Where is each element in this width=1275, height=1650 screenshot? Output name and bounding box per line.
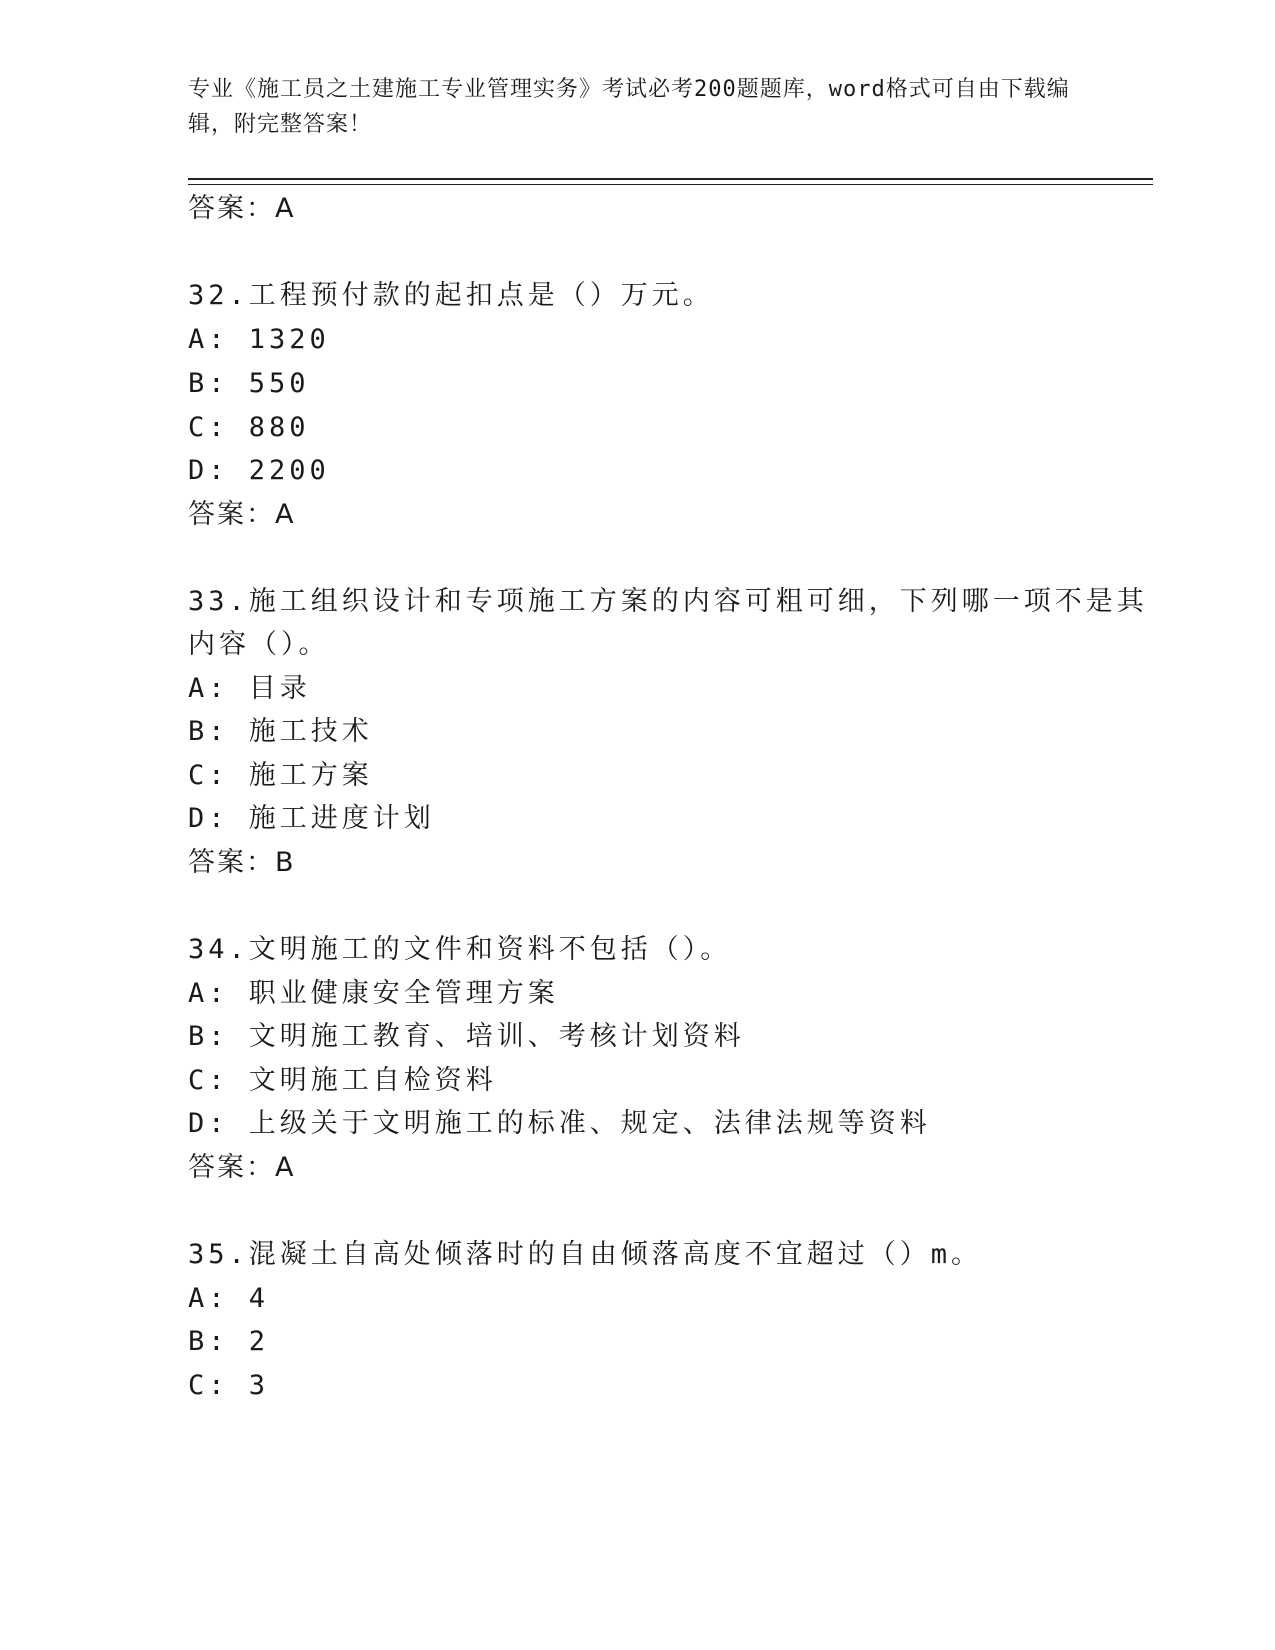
question-33-stem-line1: 33.施工组织设计和专项施工方案的内容可粗可细，下列哪一项不是其 [188,586,1148,617]
question-32-stem: 32.工程预付款的起扣点是（）万元。 [188,280,714,311]
question-32-option-c: C: 880 [188,412,310,443]
question-34-option-d: D: 上级关于文明施工的标准、规定、法律法规等资料 [188,1108,931,1139]
question-34-option-c: C: 文明施工自检资料 [188,1065,497,1096]
question-33-option-a: A: 目录 [188,673,311,704]
header-divider-thick [188,178,1153,180]
question-33-option-c: C: 施工方案 [188,760,373,791]
header-divider-thin [188,184,1153,185]
question-33-option-d: D: 施工进度计划 [188,803,435,834]
question-32-option-b: B: 550 [188,368,310,399]
prev-answer: 答案：A [188,193,296,224]
question-34-stem: 34.文明施工的文件和资料不包括（）。 [188,934,732,965]
question-32-answer: 答案：A [188,499,296,530]
question-35-option-a: A: 4 [188,1283,270,1314]
question-32-option-a: A: 1320 [188,324,330,355]
question-35-option-b: B: 2 [188,1326,270,1357]
question-35-option-c: C: 3 [188,1370,270,1401]
question-33-answer: 答案：B [188,847,296,878]
question-34-option-b: B: 文明施工教育、培训、考核计划资料 [188,1021,745,1052]
question-32-option-d: D: 2200 [188,455,330,486]
question-34-option-a: A: 职业健康安全管理方案 [188,978,559,1009]
question-34-answer: 答案：A [188,1152,296,1183]
question-35-stem: 35.混凝土自高处倾落时的自由倾落高度不宜超过（）m。 [188,1239,983,1270]
question-33-stem-line2: 内容（）。 [188,629,330,660]
document-header: 专业《施工员之土建施工专业管理实务》考试必考200题题库，word格式可自由下载编辑，附完整答案！ [188,77,1070,137]
question-33-option-b: B: 施工技术 [188,716,373,747]
